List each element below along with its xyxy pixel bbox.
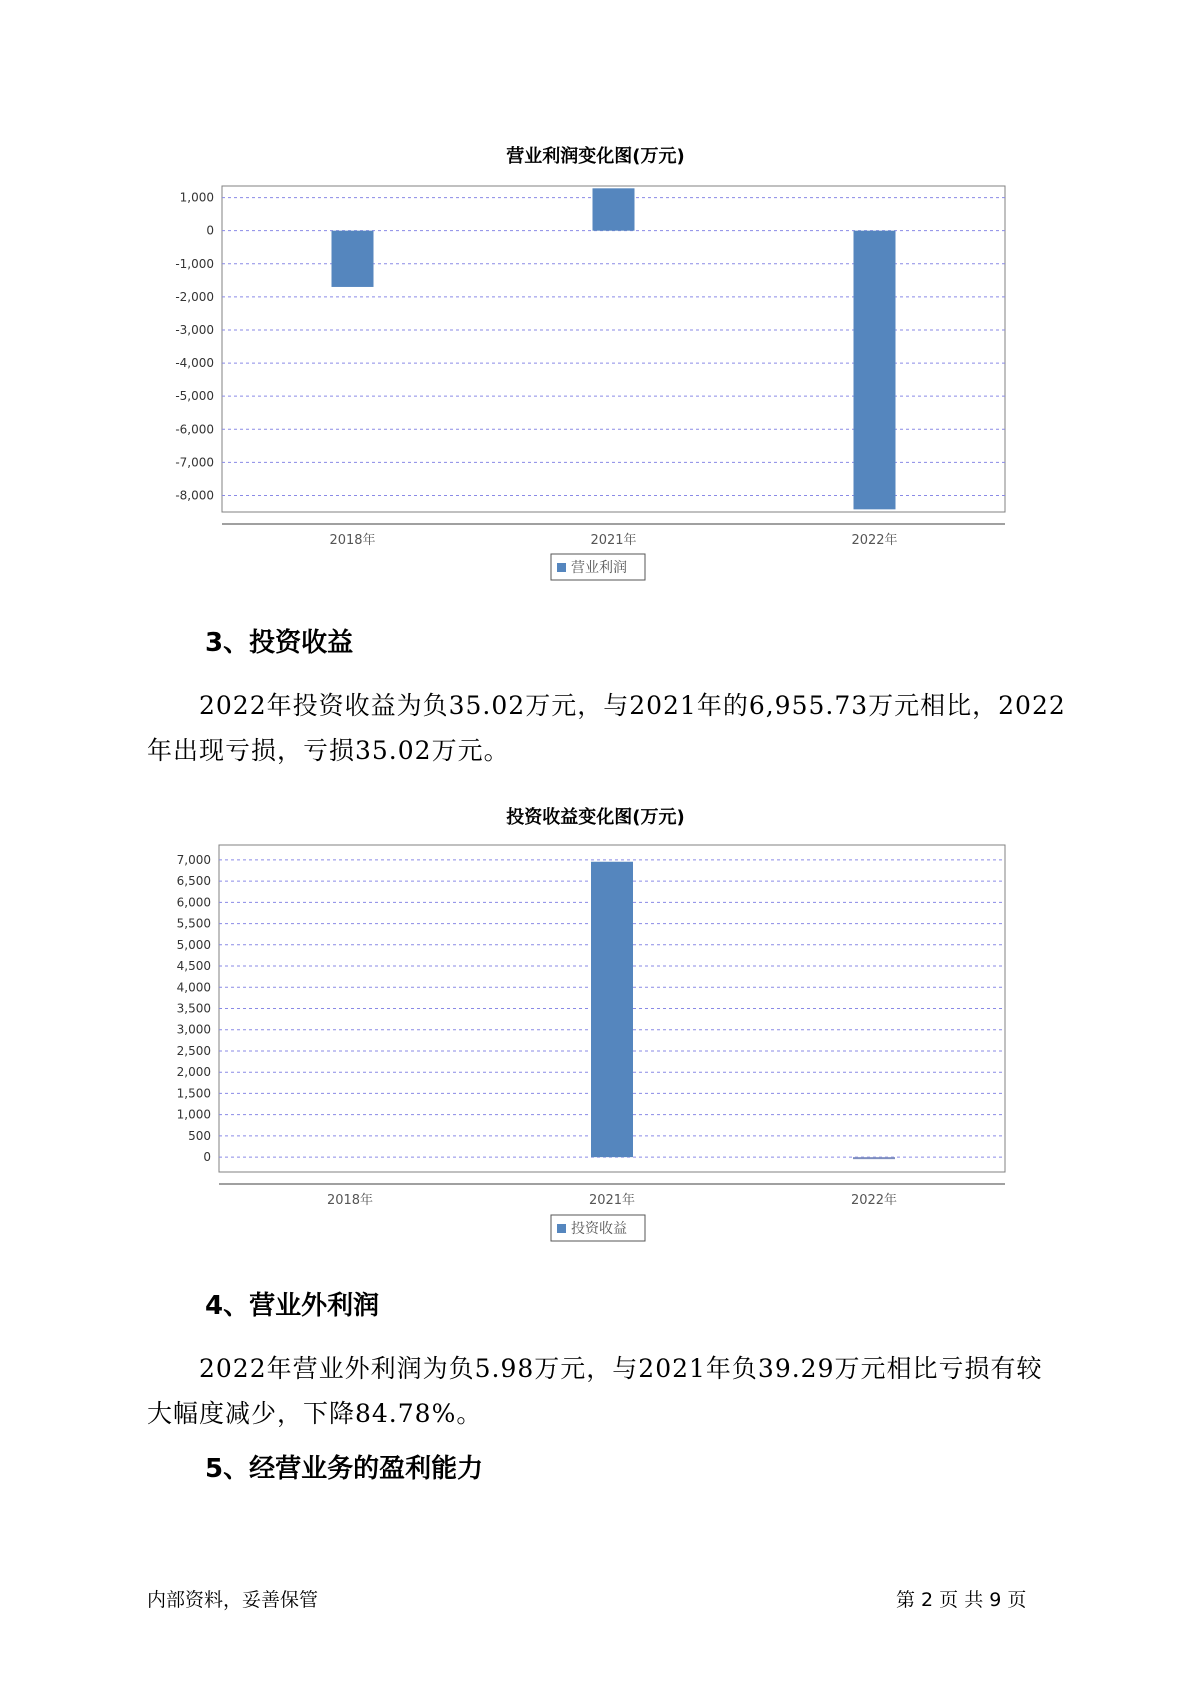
x-tick-label: 2018年 bbox=[329, 533, 376, 548]
bar-2022年 bbox=[853, 1157, 895, 1159]
y-tick-label: 6,000 bbox=[176, 895, 211, 910]
x-tick-label: 2018年 bbox=[326, 1193, 374, 1208]
y-tick-label: 7,000 bbox=[176, 852, 211, 867]
y-tick-label: -2,000 bbox=[175, 289, 214, 304]
section4-line1: 2022年营业外利润为负5.98万元，与2021年负39.29万元相比亏损有较 bbox=[199, 1354, 1043, 1383]
legend bbox=[551, 1215, 645, 1241]
investment-income-chart bbox=[0, 830, 1191, 1250]
x-tick-label: 2022年 bbox=[850, 1193, 898, 1208]
bar-2021年 bbox=[593, 188, 635, 230]
legend-label: 营业利润 bbox=[571, 560, 627, 576]
section3-heading: 3、投资收益 bbox=[205, 628, 354, 658]
y-tick-label: -8,000 bbox=[175, 488, 214, 503]
y-tick-label: -7,000 bbox=[175, 455, 214, 470]
chart-title-operating-profit: 营业利润变化图(万元) bbox=[506, 146, 685, 167]
section3-paragraph bbox=[147, 683, 1066, 773]
x-tick-label: 2021年 bbox=[590, 533, 637, 548]
section4-line2: 大幅度减少，下降84.78%。 bbox=[147, 1399, 483, 1428]
y-tick-label: 3,000 bbox=[176, 1022, 211, 1037]
y-tick-label: 5,000 bbox=[176, 937, 211, 952]
footer-left: 内部资料，妥善保管 bbox=[147, 1589, 319, 1611]
y-tick-label: 500 bbox=[188, 1128, 211, 1143]
bar-2022年 bbox=[854, 231, 896, 510]
y-tick-label: 0 bbox=[206, 223, 214, 238]
bar-2021年 bbox=[591, 862, 633, 1157]
y-tick-label: 1,500 bbox=[176, 1086, 211, 1101]
y-tick-label: 2,500 bbox=[176, 1043, 211, 1058]
section4-paragraph bbox=[147, 1346, 1059, 1436]
y-tick-label: 4,500 bbox=[176, 959, 211, 974]
y-tick-label: 4,000 bbox=[176, 980, 211, 995]
y-tick-label: -4,000 bbox=[175, 356, 214, 371]
footer-page-number: 第 2 页 共 9 页 bbox=[896, 1589, 1027, 1611]
y-tick-label: -5,000 bbox=[175, 389, 214, 404]
chart-title-investment-income: 投资收益变化图(万元) bbox=[506, 807, 685, 828]
operating-profit-chart bbox=[0, 172, 1191, 612]
y-tick-label: 0 bbox=[203, 1150, 211, 1165]
bar-2018年 bbox=[332, 231, 374, 287]
y-tick-label: 2,000 bbox=[176, 1065, 211, 1080]
y-tick-label: 5,500 bbox=[176, 916, 211, 931]
legend-label: 投资收益 bbox=[571, 1221, 627, 1237]
section3-line1: 2022年投资收益为负35.02万元，与2021年的6,955.73万元相比，2022 bbox=[199, 691, 1066, 720]
x-tick-label: 2021年 bbox=[588, 1193, 636, 1208]
y-tick-label: 6,500 bbox=[176, 874, 211, 889]
section5-heading: 5、经营业务的盈利能力 bbox=[205, 1454, 484, 1484]
legend-swatch bbox=[557, 1224, 566, 1233]
legend bbox=[551, 554, 645, 580]
y-tick-label: 1,000 bbox=[179, 190, 214, 205]
x-tick-label: 2022年 bbox=[851, 533, 898, 548]
y-tick-label: -1,000 bbox=[175, 256, 214, 271]
y-tick-label: 1,000 bbox=[176, 1107, 211, 1122]
legend-swatch bbox=[557, 563, 566, 572]
section4-heading: 4、营业外利润 bbox=[205, 1291, 380, 1321]
y-tick-label: -6,000 bbox=[175, 422, 214, 437]
y-tick-label: -3,000 bbox=[175, 322, 214, 337]
y-tick-label: 3,500 bbox=[176, 1001, 211, 1016]
section3-line2: 年出现亏损，亏损35.02万元。 bbox=[147, 736, 510, 765]
